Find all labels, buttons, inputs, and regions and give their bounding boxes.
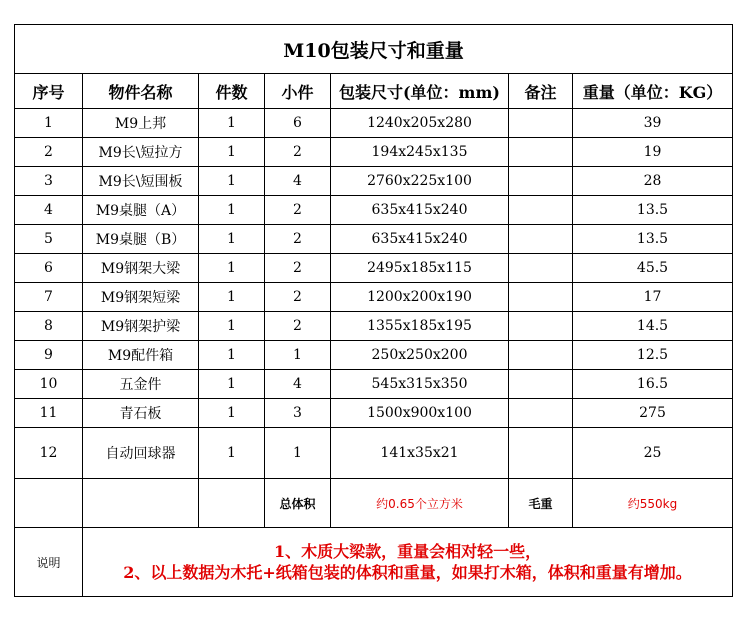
cell-name: M9长\短拉方 [83,138,199,167]
cell-size: 141x35x21 [331,428,509,479]
cell-qty: 1 [199,167,265,196]
note-text [83,528,733,597]
cell-size: 250x250x200 [331,341,509,370]
table-row [15,225,733,254]
cell-size: 1355x185x195 [331,312,509,341]
table-row [15,428,733,479]
cell-pieces: 2 [265,254,331,283]
header-weight: 重量（单位：KG） [573,74,733,109]
cell-qty: 1 [199,399,265,428]
cell-no: 5 [15,225,83,254]
cell-name: M9钢架短梁 [83,283,199,312]
header-qty: 件数 [199,74,265,109]
cell-no: 8 [15,312,83,341]
cell-name: M9钢架大梁 [83,254,199,283]
header-name: 物件名称 [83,74,199,109]
cell-pieces: 4 [265,167,331,196]
cell-no: 6 [15,254,83,283]
cell-no: 1 [15,109,83,138]
cell-remark [509,109,573,138]
table-row [15,167,733,196]
table-row [15,341,733,370]
cell-weight: 45.5 [573,254,733,283]
header-size: 包装尺寸(单位：mm) [331,74,509,109]
header-row [15,74,733,109]
cell-weight: 275 [573,399,733,428]
table-row [15,312,733,341]
table-row [15,138,733,167]
note-line-1: 1、木质大梁款，重量会相对轻一些， [273,542,542,561]
cell-remark [509,399,573,428]
cell-no: 7 [15,283,83,312]
header-pieces: 小件 [265,74,331,109]
cell-name: M9桌腿（B） [83,225,199,254]
cell-pieces: 2 [265,196,331,225]
cell-name: 五金件 [83,370,199,399]
cell-no: 12 [15,428,83,479]
cell-remark [509,138,573,167]
cell-pieces: 2 [265,225,331,254]
cell-name: M9钢架护梁 [83,312,199,341]
cell-qty: 1 [199,109,265,138]
cell-name: 自动回球器 [83,428,199,479]
table-row [15,370,733,399]
cell-no: 3 [15,167,83,196]
header-remark: 备注 [509,74,573,109]
cell-qty: 1 [199,428,265,479]
cell-remark [509,341,573,370]
cell-pieces: 2 [265,283,331,312]
cell-no: 10 [15,370,83,399]
note-line-2: 2、以上数据为木托+纸箱包装的体积和重量，如果打木箱，体积和重量有增加。 [123,563,692,582]
sheet-title: M10包装尺寸和重量 [15,25,733,74]
table-row [15,109,733,138]
cell-weight: 14.5 [573,312,733,341]
cell-weight: 13.5 [573,196,733,225]
table-row [15,399,733,428]
cell-weight: 39 [573,109,733,138]
cell-weight: 25 [573,428,733,479]
summary-row [15,479,733,528]
cell-size: 1200x200x190 [331,283,509,312]
cell-remark [509,196,573,225]
table-row [15,283,733,312]
cell-remark [509,225,573,254]
cell-qty: 1 [199,283,265,312]
cell-pieces: 3 [265,399,331,428]
cell-qty: 1 [199,341,265,370]
cell-qty: 1 [199,254,265,283]
cell-size: 635x415x240 [331,196,509,225]
cell-weight: 19 [573,138,733,167]
cell-size: 2760x225x100 [331,167,509,196]
cell-qty: 1 [199,370,265,399]
header-no: 序号 [15,74,83,109]
total-volume-label: 总体积 [265,479,331,528]
cell-size: 1240x205x280 [331,109,509,138]
cell-size: 2495x185x115 [331,254,509,283]
packing-table [14,24,733,597]
cell-remark [509,312,573,341]
cell-no: 11 [15,399,83,428]
summary-empty-3 [199,479,265,528]
cell-no: 4 [15,196,83,225]
cell-name: M9配件箱 [83,341,199,370]
cell-name: M9上邦 [83,109,199,138]
cell-no: 9 [15,341,83,370]
cell-qty: 1 [199,196,265,225]
cell-qty: 1 [199,225,265,254]
title-row [15,25,733,74]
total-volume-value: 约0.65个立方米 [331,479,509,528]
cell-remark [509,167,573,196]
cell-pieces: 2 [265,138,331,167]
cell-pieces: 1 [265,341,331,370]
cell-qty: 1 [199,312,265,341]
cell-qty: 1 [199,138,265,167]
cell-weight: 17 [573,283,733,312]
cell-weight: 16.5 [573,370,733,399]
cell-pieces: 2 [265,312,331,341]
gross-weight-label: 毛重 [509,479,573,528]
summary-empty-1 [15,479,83,528]
cell-weight: 28 [573,167,733,196]
cell-no: 2 [15,138,83,167]
note-label: 说明 [15,528,83,597]
cell-name: 青石板 [83,399,199,428]
cell-size: 1500x900x100 [331,399,509,428]
cell-weight: 13.5 [573,225,733,254]
cell-remark [509,283,573,312]
cell-name: M9长\短围板 [83,167,199,196]
cell-name: M9桌腿（A） [83,196,199,225]
cell-remark [509,370,573,399]
cell-remark [509,254,573,283]
cell-pieces: 1 [265,428,331,479]
gross-weight-value: 约550kg [573,479,733,528]
note-row [15,528,733,597]
cell-size: 194x245x135 [331,138,509,167]
table-row [15,254,733,283]
summary-empty-2 [83,479,199,528]
cell-size: 545x315x350 [331,370,509,399]
cell-remark [509,428,573,479]
cell-pieces: 6 [265,109,331,138]
cell-size: 635x415x240 [331,225,509,254]
cell-pieces: 4 [265,370,331,399]
cell-weight: 12.5 [573,341,733,370]
table-row [15,196,733,225]
